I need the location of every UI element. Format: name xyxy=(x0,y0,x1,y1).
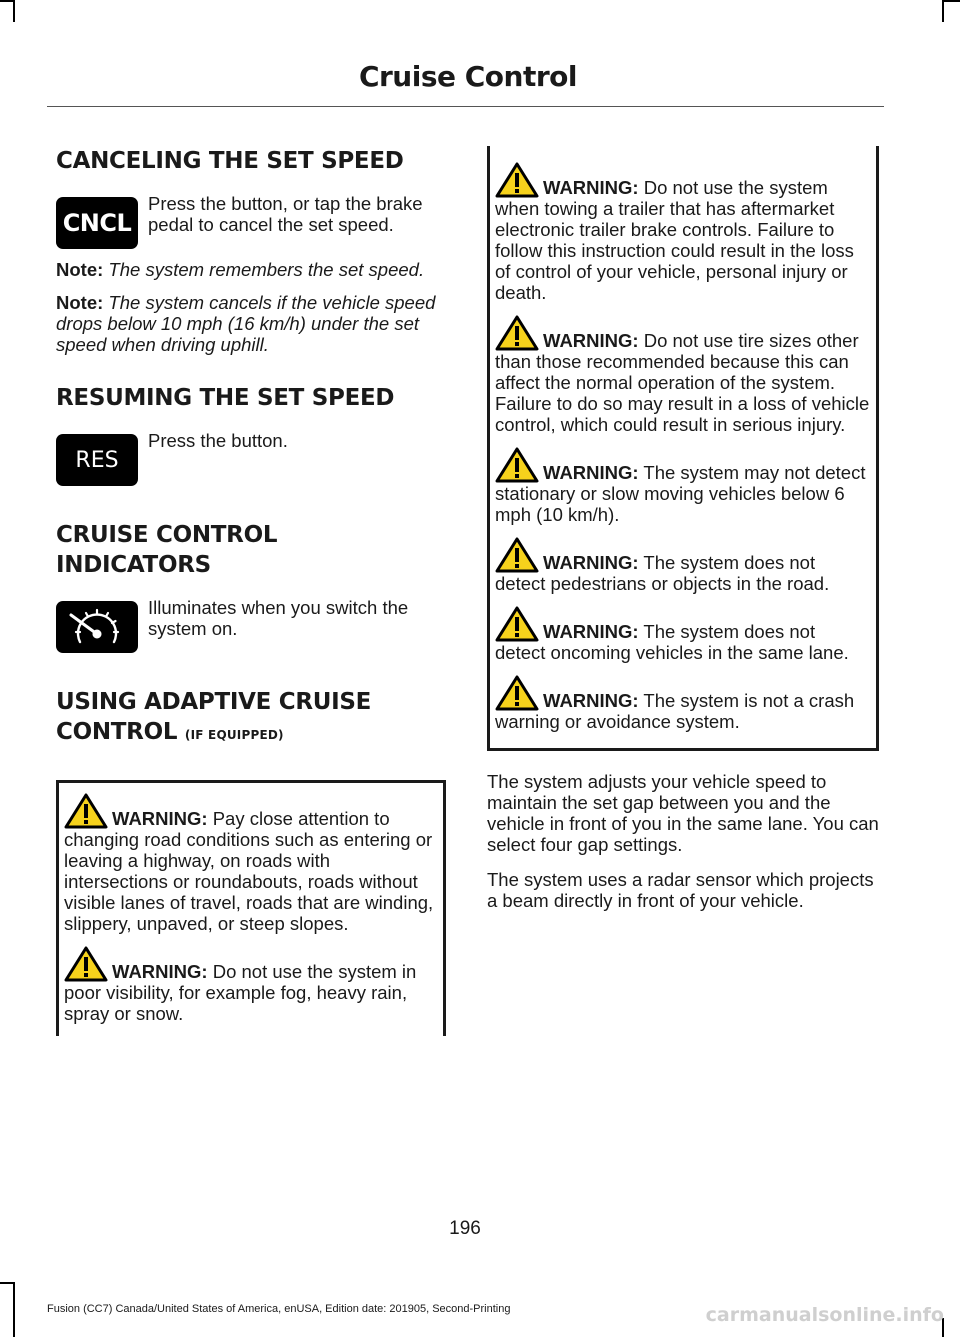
warning-item: WARNING: The system is not a crash warning or avoidance system. xyxy=(495,675,870,732)
warning-item: WARNING: The system may not detect stationary or slow moving vehicles below 6 mph (10 km/h). xyxy=(495,447,870,525)
indicator-text: Illuminates when you switch the system on. xyxy=(148,597,409,639)
left-column xyxy=(56,146,446,1036)
warning-triangle-icon xyxy=(495,675,539,711)
warning-triangle-icon xyxy=(64,793,108,829)
header-divider xyxy=(47,106,884,107)
warning-triangle-icon xyxy=(495,447,539,483)
crop-mark xyxy=(942,0,944,22)
warning-triangle-icon xyxy=(495,162,539,198)
cncl-button-icon: CNCL xyxy=(56,197,138,249)
section-title-resuming: RESUMING THE SET SPEED xyxy=(56,385,395,411)
paragraph-radar-sensor: The system uses a radar sensor which projects a beam directly in front of your vehicle. xyxy=(487,869,874,911)
warning-triangle-icon xyxy=(64,946,108,982)
section-title-indicators: CRUISE CONTROL INDICATORS xyxy=(56,522,278,578)
indicator-instruction xyxy=(56,597,446,653)
crop-mark xyxy=(13,1282,15,1337)
warning-box-right xyxy=(487,146,879,751)
cancel-instruction xyxy=(56,193,446,249)
note-remembers: Note: The system remembers the set speed. xyxy=(56,259,425,280)
resume-text: Press the button. xyxy=(148,430,288,451)
edition-info: Fusion (CC7) Canada/United States of America, enUSA, Edition date: 201905, Second-Printing xyxy=(47,1303,511,1315)
speedometer-icon xyxy=(56,601,138,653)
warning-item: WARNING: The system does not detect pedestrians or objects in the road. xyxy=(495,537,870,594)
crop-mark xyxy=(0,0,13,2)
warning-item: WARNING: The system does not detect oncoming vehicles in the same lane. xyxy=(495,606,870,663)
page-title: Cruise Control xyxy=(358,60,577,93)
warning-box-left xyxy=(56,780,446,1036)
crop-mark xyxy=(942,0,960,2)
warning-triangle-icon xyxy=(495,537,539,573)
page-number: 196 xyxy=(449,1218,481,1239)
warning-item: WARNING: Do not use the system when towing a trailer that has aftermarket electronic trailer brake controls. Failure to follow this instruction could result in the loss of control of your vehicle, personal injury or death. xyxy=(495,162,870,303)
warning-item: WARNING: Do not use the system in poor visibility, for example fog, heavy rain, spray or snow. xyxy=(64,946,437,1024)
section-title-adaptive: USING ADAPTIVE CRUISE CONTROL (IF EQUIPPED) xyxy=(56,689,372,745)
warning-triangle-icon xyxy=(495,606,539,642)
warning-item: WARNING: Do not use tire sizes other than those recommended because this can affect the normal operation of the system. Failure to do so may result in a loss of vehicle control, which could result in serious injury. xyxy=(495,315,870,435)
cancel-text: Press the button, or tap the brake pedal to cancel the set speed. xyxy=(148,193,423,235)
warning-triangle-icon xyxy=(495,315,539,351)
warning-item: WARNING: Pay close attention to changing road conditions such as entering or leaving a highway, on roads with intersections or roundabouts, roads without visible lanes of travel, roads that are winding, slippery, unpaved, or steep slopes. xyxy=(64,793,437,934)
note-cancels-uphill: Note: The system cancels if the vehicle speed drops below 10 mph (16 km/h) under the set speed when driving uphill. xyxy=(56,292,436,355)
res-button-icon: RES xyxy=(56,434,138,486)
watermark: carmanualsonline.info xyxy=(705,1304,944,1326)
right-column xyxy=(487,146,879,911)
crop-mark xyxy=(0,1282,13,1284)
section-title-canceling: CANCELING THE SET SPEED xyxy=(56,148,404,174)
resume-instruction xyxy=(56,430,446,486)
paragraph-gap-settings: The system adjusts your vehicle speed to maintain the set gap between you and the vehicle in front of you in the same lane. You can select four gap settings. xyxy=(487,771,879,855)
crop-mark xyxy=(13,0,15,22)
